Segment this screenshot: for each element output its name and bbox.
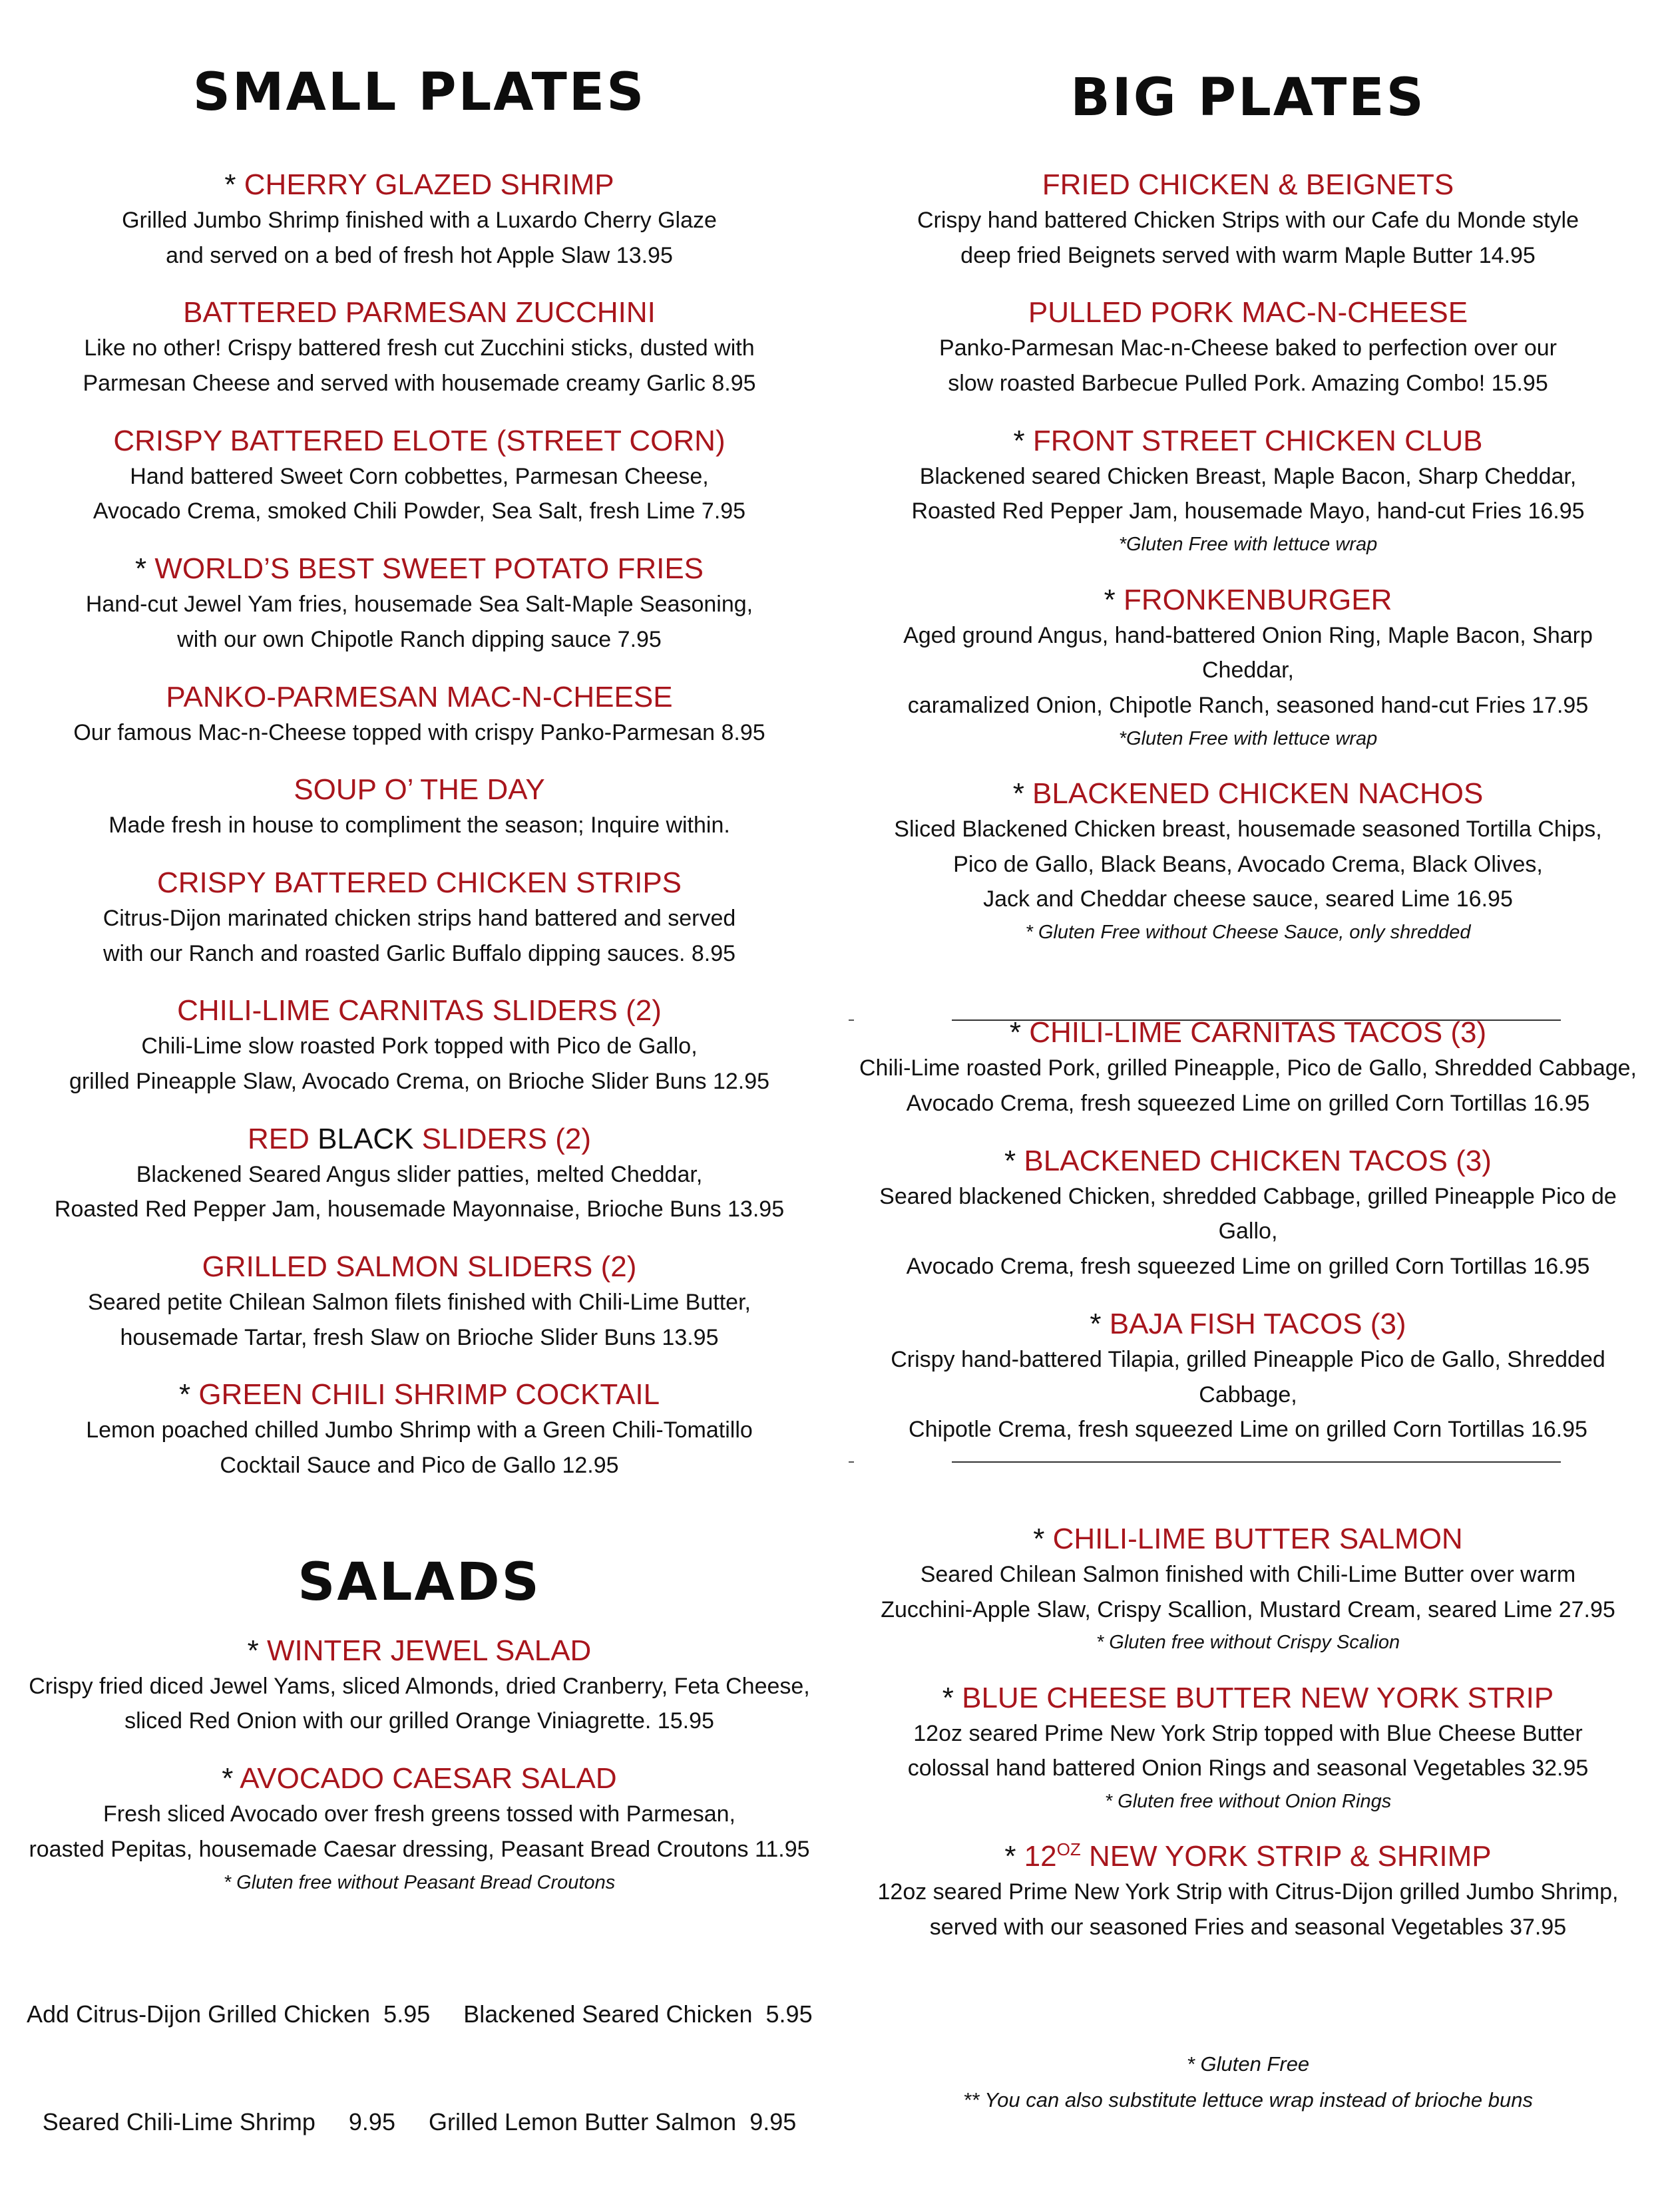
item-desc: Sliced Blackened Chicken breast, housemade seasoned Tortilla Chips,: [894, 816, 1602, 842]
item-desc: Seared blackened Chicken, shredded Cabbage, grilled Pineapple Pico de Gallo,: [879, 1183, 1617, 1244]
item-name: BATTERED PARMESAN ZUCCHINI: [183, 296, 656, 329]
menu-item-strip-and-shrimp: [859, 1838, 1637, 1944]
item-name: * $12^{OZ}$ NEW YORK STRIP & SHRIMP: [1004, 1839, 1492, 1873]
item-desc: Seared petite Chilean Salmon filets finished with Chili-Lime Butter,: [88, 1290, 751, 1315]
item-desc: Roasted Red Pepper Jam, housemade Mayo, hand-cut Fries 16.95: [911, 498, 1585, 524]
item-desc: Grilled Jumbo Shrimp finished with a Luxardo Cherry Glaze: [122, 208, 717, 233]
item-name: * FRONT STREET CHICKEN CLUB: [1013, 424, 1483, 457]
addon-line: Seared Chili-Lime Shrimp 9.95 Grilled Lemon Butter Salmon 9.95: [42, 2108, 797, 2135]
item-desc: colossal hand battered Onion Rings and seasonal Vegetables 32.95: [907, 1755, 1589, 1781]
item-desc: Avocado Crema, fresh squeezed Lime on grilled Corn Tortillas 16.95: [906, 1254, 1590, 1280]
item-desc: Blackened Seared Angus slider patties, melted Cheddar,: [136, 1161, 703, 1187]
item-desc: Aged ground Angus, hand-battered Onion Ring, Maple Bacon, Sharp Cheddar,: [903, 622, 1593, 683]
item-name: PANKO-PARMESAN MAC-N-CHEESE: [166, 680, 673, 713]
item-desc: Blackened seared Chicken Breast, Maple Bacon, Sharp Cheddar,: [919, 463, 1577, 489]
item-desc: Lemon poached chilled Jumbo Shrimp with a Green Chili-Tomatillo: [86, 1417, 753, 1443]
item-desc: 12oz seared Prime New York Strip with Citrus-Dijon grilled Jumbo Shrimp,: [877, 1879, 1619, 1905]
item-name: PULLED PORK MAC-N-CHEESE: [1028, 296, 1468, 329]
item-name: * CHILI-LIME BUTTER SALMON: [1033, 1522, 1463, 1555]
menu-item-ny-strip: [859, 1680, 1637, 1817]
item-name: * BLUE CHEESE BUTTER NEW YORK STRIP: [942, 1681, 1554, 1714]
item-desc: with our own Chipotle Ranch dipping sauce 7.95: [177, 626, 662, 652]
gluten-note: *Gluten Free with lettuce wrap: [1118, 727, 1378, 749]
item-desc: served with our seasoned Fries and seasonal Vegetables 37.95: [929, 1915, 1567, 1940]
menu-item-chicken-club: [859, 423, 1637, 560]
menu-item-shrimp-cocktail: [27, 1376, 812, 1483]
item-name: * BLACKENED CHICKEN TACOS (3): [1004, 1144, 1492, 1177]
item-desc: Like no other! Crispy battered fresh cut Zucchini sticks, dusted with: [84, 335, 755, 361]
gluten-note: * Gluten Free without Cheese Sauce, only shredded: [1025, 922, 1471, 944]
section-divider: [952, 1019, 1561, 1021]
menu-item-sweet-potato-fries: [27, 550, 812, 657]
menu-item-cherry-glazed-shrimp: [27, 166, 812, 273]
section-divider: [952, 1461, 1561, 1463]
addon-line: Add Citrus-Dijon Grilled Chicken 5.95 Blackened Seared Chicken 5.95: [27, 2000, 813, 2028]
item-desc: grilled Pineapple Slaw, Avocado Crema, on Brioche Slider Buns 12.95: [69, 1068, 770, 1094]
item-desc: Crispy hand-battered Tilapia, grilled Pineapple Pico de Gallo, Shredded Cabbage,: [891, 1346, 1605, 1407]
menu-item-battered-parmesan-zucchini: [27, 294, 812, 401]
item-desc: Pico de Gallo, Black Beans, Avocado Crema, Black Olives,: [953, 851, 1543, 877]
item-desc: Our famous Mac-n-Cheese topped with crispy Panko-Parmesan 8.95: [73, 719, 765, 745]
item-name: * GREEN CHILI SHRIMP COCKTAIL: [178, 1378, 660, 1411]
salad-addons: [27, 1925, 812, 2212]
menu-item-avocado-caesar: [27, 1760, 812, 1898]
menu-item-fried-chicken-beignets: [859, 166, 1637, 273]
item-desc: 12oz seared Prime New York Strip topped with Blue Cheese Butter: [913, 1720, 1583, 1746]
item-name: * BLACKENED CHICKEN NACHOS: [1012, 777, 1484, 810]
item-name: * CHILI-LIME CARNITAS TACOS (3): [1009, 1016, 1487, 1049]
menu-item-blackened-chicken-tacos: [859, 1143, 1637, 1284]
item-desc: Chili-Lime roasted Pork, grilled Pineapple, Pico de Gallo, Shredded Cabbage,: [859, 1055, 1637, 1081]
item-desc: Cocktail Sauce and Pico de Gallo 12.95: [220, 1453, 619, 1479]
menu-item-chicken-nachos: [859, 775, 1637, 948]
menu-item-soup-of-the-day: [27, 771, 812, 843]
gluten-note: * Gluten free without Crispy Scalion: [1096, 1632, 1400, 1654]
item-desc: Chili-Lime slow roasted Pork topped with Pico de Gallo,: [141, 1033, 698, 1059]
item-desc: Avocado Crema, fresh squeezed Lime on grilled Corn Tortillas 16.95: [906, 1091, 1590, 1117]
menu-item-carnitas-tacos: [859, 1014, 1637, 1121]
divider-tick: [849, 1019, 854, 1021]
item-desc: Hand-cut Jewel Yam fries, housemade Sea Salt-Maple Seasoning,: [85, 592, 753, 618]
item-desc: Seared Chilean Salmon finished with Chili-Lime Butter over warm: [920, 1561, 1576, 1587]
small-plates-title: SMALL PLATES: [192, 63, 646, 122]
item-desc: Roasted Red Pepper Jam, housemade Mayonnaise, Brioche Buns 13.95: [54, 1197, 785, 1222]
right-column: [859, 0, 1637, 1945]
item-desc: caramalized Onion, Chipotle Ranch, seasoned hand-cut Fries 17.95: [907, 692, 1589, 718]
item-name: CRISPY BATTERED ELOTE (STREET CORN): [113, 424, 726, 457]
item-desc: Fresh sliced Avocado over fresh greens tossed with Parmesan,: [103, 1801, 735, 1827]
footer-gluten-free: * Gluten Free: [1186, 2052, 1310, 2076]
item-desc: Parmesan Cheese and served with housemade creamy Garlic 8.95: [83, 371, 756, 397]
menu-item-panko-parmesan-mac: [27, 679, 812, 751]
item-name: * CHERRY GLAZED SHRIMP: [224, 168, 614, 201]
item-name: * FRONKENBURGER: [1104, 583, 1392, 616]
gluten-note: * Gluten free without Onion Rings: [1104, 1791, 1392, 1813]
item-desc: housemade Tartar, fresh Slaw on Brioche Slider Buns 13.95: [120, 1324, 719, 1350]
menu-item-chili-lime-salmon: [859, 1521, 1637, 1658]
menu-item-crispy-battered-elote: [27, 423, 812, 529]
menu-item-pulled-pork-mac: [859, 294, 1637, 401]
menu-item-salmon-sliders: [27, 1248, 812, 1355]
item-name: CRISPY BATTERED CHICKEN STRIPS: [156, 866, 682, 899]
item-desc: Jack and Cheddar cheese sauce, seared Lime 16.95: [983, 886, 1513, 912]
item-name: FRIED CHICKEN & BEIGNETS: [1042, 168, 1454, 201]
item-desc: Made fresh in house to compliment the season; Inquire within.: [108, 813, 730, 838]
item-name: GRILLED SALMON SLIDERS (2): [202, 1250, 637, 1283]
item-desc: Zucchini-Apple Slaw, Crispy Scallion, Mustard Cream, seared Lime 27.95: [881, 1596, 1615, 1622]
gluten-note: *Gluten Free with lettuce wrap: [1118, 534, 1378, 556]
menu-item-carnitas-sliders: [27, 992, 812, 1099]
item-desc: Hand battered Sweet Corn cobbettes, Parmesan Cheese,: [130, 463, 709, 489]
menu-item-red-black-sliders: [27, 1121, 812, 1227]
item-desc: Crispy fried diced Jewel Yams, sliced Almonds, dried Cranberry, Feta Cheese,: [29, 1673, 810, 1699]
item-name: * BAJA FISH TACOS (3): [1090, 1307, 1406, 1340]
item-name: CHILI-LIME CARNITAS SLIDERS (2): [177, 994, 662, 1027]
item-name: RED BLACK SLIDERS (2): [248, 1122, 591, 1155]
item-desc: roasted Pepitas, housemade Caesar dressing, Peasant Bread Croutons 11.95: [29, 1836, 810, 1862]
item-name: SOUP O’ THE DAY: [294, 773, 545, 807]
item-desc: Citrus-Dijon marinated chicken strips hand battered and served: [103, 905, 736, 931]
item-name: * AVOCADO CAESAR SALAD: [222, 1762, 617, 1795]
item-desc: Avocado Crema, smoked Chili Powder, Sea Salt, fresh Lime 7.95: [93, 498, 746, 524]
item-desc: with our Ranch and roasted Garlic Buffalo dipping sauces. 8.95: [103, 940, 736, 966]
menu-item-winter-jewel-salad: [27, 1632, 812, 1739]
footer-notes: [859, 2046, 1637, 2119]
left-column: [27, 0, 812, 2212]
divider-tick: [849, 1461, 854, 1463]
item-desc: sliced Red Onion with our grilled Orange Viniagrette. 15.95: [124, 1708, 714, 1734]
menu-item-fronkenburger: [859, 582, 1637, 754]
menu-item-baja-fish-tacos: [859, 1306, 1637, 1447]
item-desc: deep fried Beignets served with warm Maple Butter 14.95: [960, 242, 1536, 268]
item-desc: Chipotle Crema, fresh squeezed Lime on grilled Corn Tortillas 16.95: [909, 1417, 1587, 1443]
item-name: * WORLD’S BEST SWEET POTATO FRIES: [134, 552, 704, 586]
item-desc: Crispy hand battered Chicken Strips with our Cafe du Monde style: [917, 208, 1579, 233]
item-name: * WINTER JEWEL SALAD: [247, 1634, 592, 1667]
item-desc: slow roasted Barbecue Pulled Pork. Amazing Combo! 15.95: [948, 371, 1548, 397]
item-desc: and served on a bed of fresh hot Apple Slaw 13.95: [166, 242, 673, 268]
footer-lettuce-wrap: ** You can also substitute lettuce wrap instead of brioche buns: [963, 2088, 1533, 2112]
salads-title: SALADS: [298, 1552, 541, 1612]
big-plates-title: BIG PLATES: [1070, 68, 1426, 128]
gluten-note: * Gluten free without Peasant Bread Croutons: [223, 1871, 616, 1893]
item-desc: Panko-Parmesan Mac-n-Cheese baked to perfection over our: [939, 335, 1557, 361]
menu-item-chicken-strips: [27, 864, 812, 971]
